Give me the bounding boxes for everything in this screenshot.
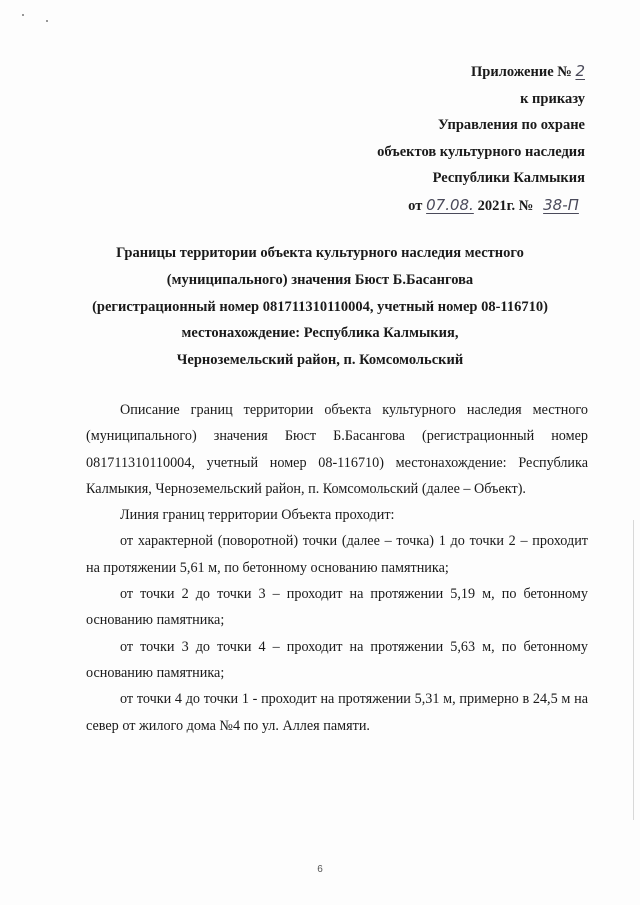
date-handwritten: 07.08. xyxy=(426,195,474,214)
title-line: Границы территории объекта культурного наследия местного xyxy=(116,245,524,261)
header-line-order: к приказу xyxy=(520,90,585,107)
header-line-department: Управления по охране xyxy=(438,117,585,133)
document-body xyxy=(86,397,588,739)
header-date-line xyxy=(377,192,585,220)
scan-speck xyxy=(22,14,24,16)
order-number-handwritten: 38-П xyxy=(543,195,579,214)
header-line-republic: Республики Калмыкия xyxy=(432,170,585,186)
title-line: (регистрационный номер 081711310110004, учетный номер 08-116710) xyxy=(92,298,548,315)
date-prefix: от xyxy=(408,197,423,214)
title-line: Черноземельский район, п. Комсомольский xyxy=(176,352,464,369)
body-paragraph-segment-1-2: от характерной (поворотной) точки (далее – точка) 1 до точки 2 – проходит на протяжении 5,61 м, по бетонному основанию памятника; xyxy=(86,533,588,576)
page-number: 6 xyxy=(317,864,323,875)
header-line-heritage: объектов культурного наследия xyxy=(377,143,585,160)
body-paragraph-segment-3-4: от точки 3 до точки 4 – проходит на протяжении 5,63 м, по бетонному основанию памятника; xyxy=(86,638,588,681)
title-line: местонахождение: Республика Калмыкия, xyxy=(181,325,459,342)
appendix-number-handwritten: 2 xyxy=(575,62,585,80)
appendix-prefix: Приложение № xyxy=(471,64,572,80)
appendix-line xyxy=(377,58,585,86)
document-title xyxy=(90,240,550,374)
title-line: (муниципального) значения Бюст Б.Басангова xyxy=(166,271,474,288)
scan-edge-line xyxy=(633,520,634,820)
appendix-header xyxy=(377,58,585,219)
body-paragraph-segment-4-1: от точки 4 до точки 1 - проходит на протяжении 5,31 м, примерно в 24,5 м на север от жилого дома №4 по ул. Аллея памяти. xyxy=(86,691,588,734)
body-paragraph-boundary-intro: Линия границ территории Объекта проходит: xyxy=(120,507,395,524)
body-paragraph-segment-2-3: от точки 2 до точки 3 – проходит на протяжении 5,19 м, по бетонному основанию памятника; xyxy=(86,586,588,629)
year-text: 2021г. № xyxy=(477,197,534,214)
scan-speck xyxy=(46,20,48,22)
body-paragraph-description: Описание границ территории объекта культурного наследия местного (муниципального) значения Бюст Б.Басангова (регистрационный номер 081711310110004, учетный номер 08-116710) местонахождение: Республика Калмыкия, Черноземельский район, п. Комсомольский (далее – Объект). xyxy=(86,402,588,497)
